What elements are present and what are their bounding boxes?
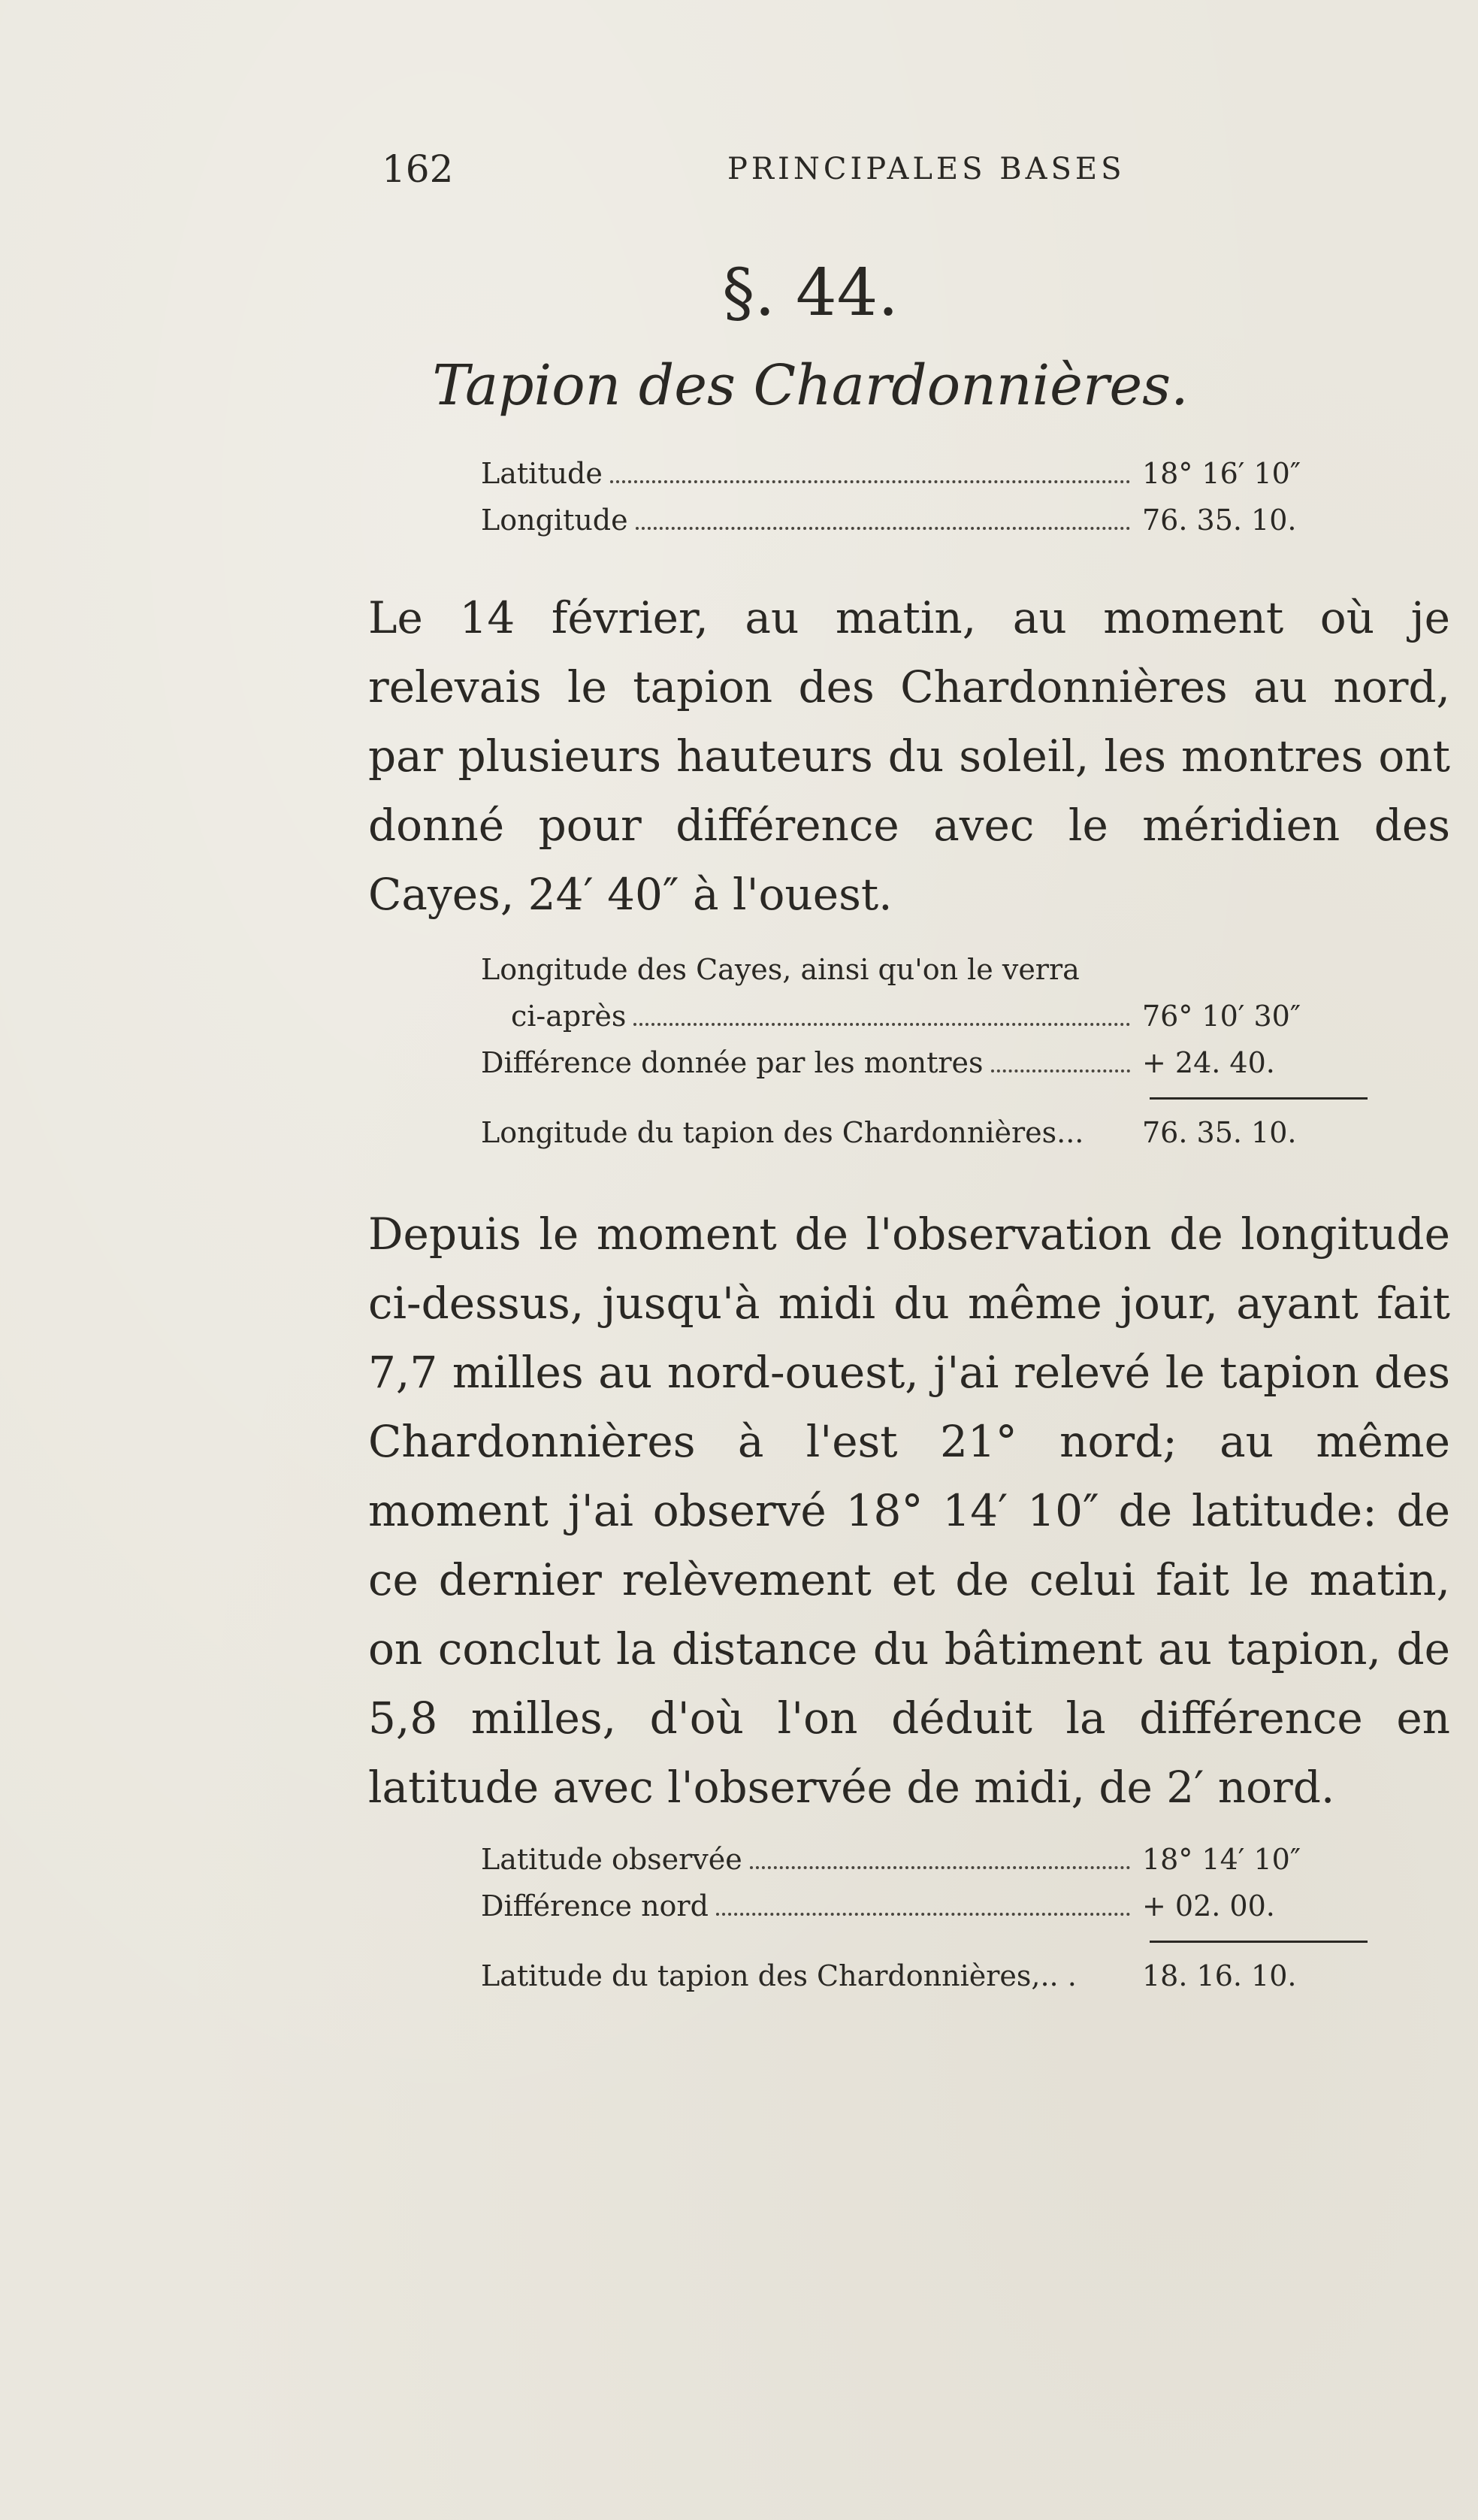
leader-dots [716,1913,1130,1916]
latitude-calculation [481,1843,1368,2006]
longitude-label: Longitude [481,504,628,537]
calc-result-row [481,1116,1368,1163]
calc-label: ci-après [511,1000,627,1033]
running-header [0,147,1478,200]
paragraph-text: Depuis le moment de l'observation de longitude ci-dessus, jusqu'à midi du même jour, ayant fait 7,7 milles au nord-ouest, j'ai relevé le tapion des Chardonnières à l'est 21° nord; au même moment j'ai observé 18° 14′ 10″ de latitude: de ce dernier relèvement et de celui fait le matin, on conclut la distance du bâtiment au tapion, de 5,8 milles, d'où l'on déduit la différence en latitude avec l'observée de midi, de 2′ nord. [368,1209,1450,1813]
page-number: 162 [382,147,454,191]
calc-result-row [481,1959,1368,2006]
latitude-row [481,457,1368,504]
result-label: Longitude du tapion des Chardonnières... [481,1116,1084,1149]
result-value: 18. 16. 10. [1142,1959,1297,1992]
section-number: §. 44. [722,256,899,331]
calc-label: Longitude des Cayes, ainsi qu'on le verra [481,953,1080,986]
paragraph-text: Le 14 février, au matin, au moment où je relevais le tapion des Chardonnières au nord, par plusieurs hauteurs du soleil, les montres ont donné pour différence avec le méridien des Cayes, 24′ 40″ à l'ouest. [368,592,1450,920]
calc-row [481,1889,1368,1936]
calc-row [481,1843,1368,1889]
coordinates-table [481,457,1368,550]
calc-row [481,1000,1368,1046]
section-title: Tapion des Chardonnières. [432,353,1189,418]
latitude-value: 18° 16′ 10″ [1142,457,1301,490]
calc-label: Différence nord [481,1889,709,1923]
sum-rule [1150,1097,1368,1100]
sum-rule [1150,1941,1368,1943]
running-title: PRINCIPALES BASES [727,152,1126,186]
result-label: Latitude du tapion des Chardonnières,.. . [481,1959,1077,1992]
longitude-calculation [481,953,1368,1163]
leader-dots [636,527,1130,530]
calc-value: 76° 10′ 30″ [1142,1000,1301,1033]
leader-dots [750,1866,1130,1869]
paragraph-noon-observation [368,1199,1450,1822]
calc-label: Latitude observée [481,1843,742,1876]
longitude-value: 76. 35. 10. [1142,504,1297,537]
leader-dots [991,1069,1130,1072]
calc-value: 18° 14′ 10″ [1142,1843,1301,1876]
calc-row [481,953,1368,1000]
result-value: 76. 35. 10. [1142,1116,1297,1149]
calc-value: + 02. 00. [1142,1889,1275,1923]
leader-dots [633,1023,1130,1026]
calc-label: Différence donnée par les montres [481,1046,984,1079]
calc-row [481,1046,1368,1093]
latitude-label: Latitude [481,457,603,490]
paragraph-morning-observation [368,583,1450,929]
calc-value: + 24. 40. [1142,1046,1275,1079]
leader-dots [610,480,1130,483]
longitude-row [481,504,1368,550]
